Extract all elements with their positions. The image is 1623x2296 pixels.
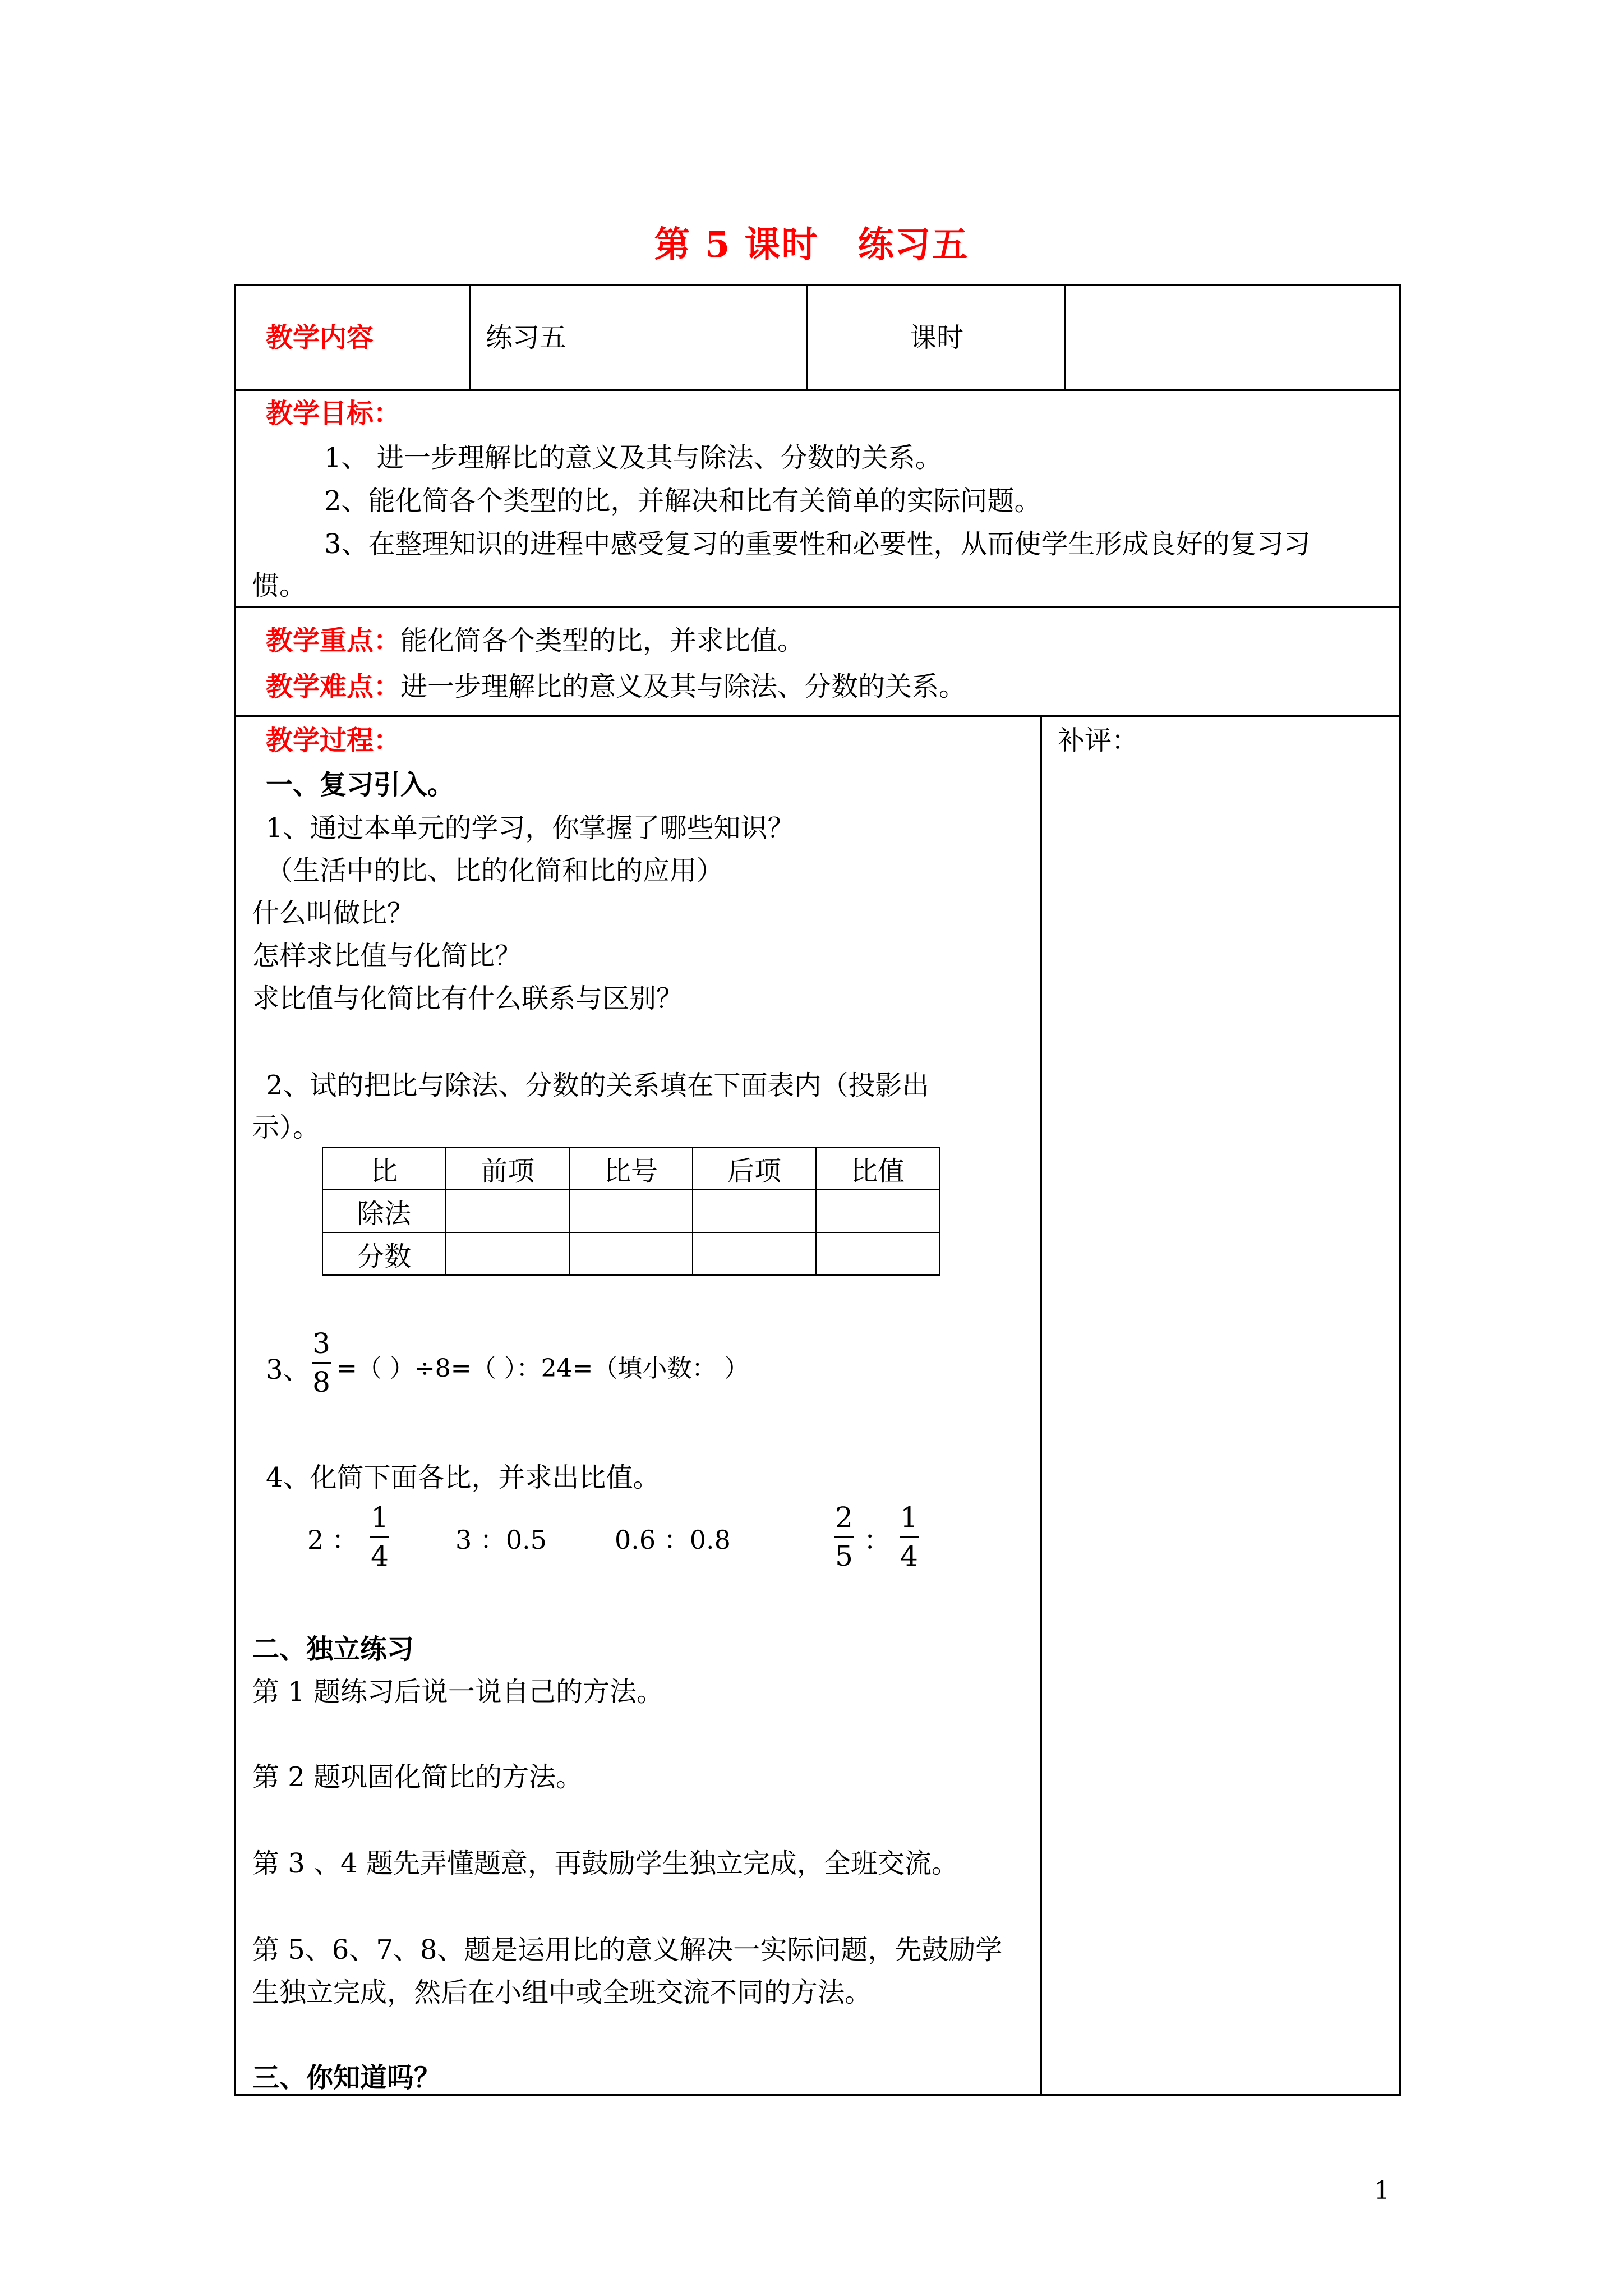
col-divider: [806, 284, 808, 390]
text-line: 示）。: [252, 1112, 320, 1143]
question-4: 4、化简下面各比，并求出比值。: [266, 1462, 660, 1493]
text-line: 生独立完成，然后在小组中或全班交流不同的方法。: [252, 1977, 872, 2008]
text-line: 第 1 题练习后说一说自己的方法。: [252, 1676, 664, 1708]
relation-table: [322, 1147, 940, 1276]
goal-item: 3、在整理知识的进程中感受复习的重要性和必要性，从而使学生形成良好的复习习: [324, 528, 1311, 560]
section-heading: 三、你知道吗？: [252, 2062, 441, 2093]
goals-label: 教学目标：: [266, 398, 401, 429]
ratio: 0.6 ：0.8: [615, 1525, 731, 1555]
fraction: 2 5: [835, 1501, 853, 1572]
difficulty: 教学难点：进一步理解比的意义及其与除法、分数的关系。: [266, 671, 966, 702]
text-line: 什么叫做比？: [252, 898, 414, 929]
table-cell: [693, 1190, 816, 1232]
table-cell: [569, 1232, 693, 1275]
question-3-text: =（ ）÷8=（ ）：24=（填小数： ）: [336, 1354, 749, 1383]
key-point: 教学重点：能化简各个类型的比，并求比值。: [266, 625, 805, 656]
table-cell: [816, 1232, 939, 1275]
ratio-colon: ：: [864, 1525, 891, 1556]
table-cell: 比: [322, 1147, 446, 1190]
text-line: （生活中的比、比的化简和比的应用）: [266, 855, 724, 886]
fraction: 3 8: [312, 1327, 330, 1398]
table-cell: 分数: [322, 1232, 446, 1275]
ratio: 3 ：0.5: [455, 1525, 547, 1555]
table-cell: 前项: [446, 1147, 569, 1190]
fraction: 1 4: [900, 1501, 918, 1572]
text-line: 第 5、6、7、8、题是运用比的意义解决一实际问题，先鼓励学: [252, 1934, 1003, 1966]
row-divider: [234, 715, 1401, 717]
table-cell: 比值: [816, 1147, 939, 1190]
goal-item: 1、 进一步理解比的意义及其与除法、分数的关系。: [324, 442, 942, 473]
text-line: 2、试的把比与除法、分数的关系填在下面表内（投影出: [266, 1070, 929, 1101]
period-label: 课时: [910, 322, 964, 353]
page-title: 第 5 课时 练习五: [654, 224, 969, 266]
table-cell: [693, 1232, 816, 1275]
content-label: 教学内容: [266, 322, 374, 353]
table-cell: [446, 1232, 569, 1275]
col-divider: [1040, 715, 1042, 2096]
goal-item: 惯。: [252, 570, 307, 601]
section-heading: 二、独立练习: [252, 1634, 414, 1665]
goal-item: 2、能化简各个类型的比，并解决和比有关简单的实际问题。: [324, 485, 1041, 517]
table-cell: [816, 1190, 939, 1232]
comment-label: 补评：: [1058, 725, 1139, 756]
table-cell: 后项: [693, 1147, 816, 1190]
text-line: 第 3 、4 题先弄懂题意，再鼓励学生独立完成，全班交流。: [252, 1848, 958, 1879]
table-cell: 除法: [322, 1190, 446, 1232]
content-value: 练习五: [486, 322, 567, 353]
table-cell: [569, 1190, 693, 1232]
section-heading: 一、复习引入。: [266, 769, 455, 800]
fraction: 1 4: [371, 1501, 389, 1572]
text-line: 求比值与化简比有什么联系与区别？: [252, 983, 684, 1014]
ratio: 2 ：: [307, 1525, 358, 1555]
col-divider: [469, 284, 471, 390]
process-label: 教学过程：: [266, 725, 401, 756]
text-line: 第 2 题巩固化简比的方法。: [252, 1761, 583, 1793]
row-divider: [234, 389, 1401, 391]
row-divider: [234, 606, 1401, 608]
question-3-prefix: 3、: [266, 1354, 310, 1386]
table-cell: [446, 1190, 569, 1232]
col-divider: [1064, 284, 1066, 390]
text-line: 1、通过本单元的学习，你掌握了哪些知识？: [266, 812, 795, 844]
table-cell: 比号: [569, 1147, 693, 1190]
page-number: 1: [1374, 2177, 1390, 2205]
text-line: 怎样求比值与化简比？: [252, 940, 522, 972]
